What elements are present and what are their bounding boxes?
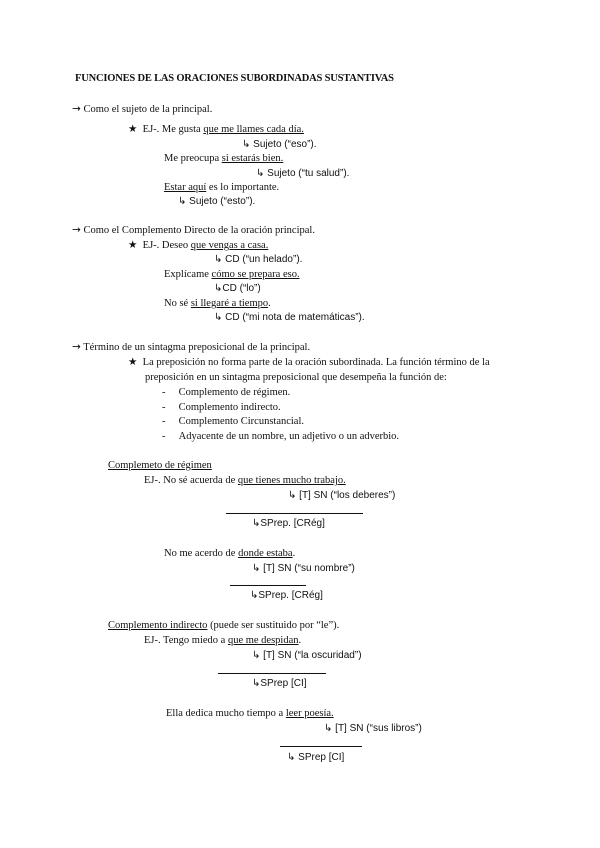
hook-arrow-icon: ↳: [242, 139, 251, 150]
page-title: FUNCIONES DE LAS ORACIONES SUBORDINADAS SUSTANTIVAS: [75, 73, 394, 84]
underlined-clause: donde estaba: [238, 548, 293, 559]
regimen-heading: Complemeto de régimen: [108, 460, 212, 471]
hook-arrow-icon: ↳: [214, 254, 223, 265]
indirecto-heading: Complemento indirecto (puede ser sustituido por “le”).: [108, 620, 340, 631]
hook-arrow-icon: ↳: [288, 490, 297, 501]
hook-arrow-icon: ↳: [214, 283, 223, 294]
annotation: ↳SPrep [CI]: [252, 678, 307, 689]
arrow-icon: →: [72, 224, 81, 236]
annotation: ↳ Sujeto (“esto”).: [178, 196, 256, 207]
section-sujeto-heading: → Como el sujeto de la principal.: [72, 103, 213, 115]
star-icon: ★: [128, 239, 138, 251]
annotation: ↳ [T] SN (“la oscuridad”): [252, 650, 362, 661]
annotation: ↳ CD (“mi nota de matemáticas”).: [214, 312, 365, 323]
list-item: - Complemento indirecto.: [162, 402, 281, 413]
hook-arrow-icon: ↳: [250, 590, 259, 601]
section-termino-heading: → Término de un sintagma preposicional de la principal.: [72, 341, 311, 353]
annotation: ↳ [T] SN (“los deberes”): [288, 490, 396, 501]
underlined-clause: que tienes mucho trabajo.: [237, 475, 346, 486]
annotation: ↳ [T] SN (“sus libros”): [324, 723, 422, 734]
divider: [280, 746, 362, 747]
example-sujeto-3: Estar aquí es lo importante.: [164, 182, 280, 193]
paragraph-line-1: ★ La preposición no forma parte de la oración subordinada. La función término de la: [128, 356, 490, 368]
arrow-icon: →: [72, 341, 81, 353]
divider: [218, 673, 326, 674]
example-indirecto-2: Ella dedica mucho tiempo a leer poesía.: [166, 708, 334, 719]
underlined-clause: que me despidan: [227, 635, 299, 646]
underlined-clause: cómo se prepara eso.: [211, 269, 300, 280]
underlined-clause: Estar aquí: [164, 182, 207, 193]
star-icon: ★: [128, 356, 138, 368]
hook-arrow-icon: ↳: [252, 650, 261, 661]
hook-arrow-icon: ↳: [252, 563, 261, 574]
hook-arrow-icon: ↳: [214, 312, 223, 323]
arrow-icon: →: [72, 103, 81, 115]
underlined-clause: leer poesía.: [285, 708, 334, 719]
divider: [226, 513, 363, 514]
annotation: ↳ Sujeto (“eso”).: [242, 139, 317, 150]
list-item: - Adyacente de un nombre, un adjetivo o un adverbio.: [162, 431, 400, 442]
underlined-clause: si llegaré a tiempo: [190, 298, 269, 309]
annotation: ↳CD (“lo”): [214, 283, 261, 294]
example-sujeto-1: ★ EJ-. Me gusta que me llames cada día.: [128, 123, 304, 135]
annotation: ↳SPrep. [CRég]: [252, 518, 325, 529]
paragraph-line-2: preposición en un sintagma preposicional que desempeña la función de:: [145, 372, 447, 383]
annotation: ↳ CD (“un helado”).: [214, 254, 303, 265]
hook-arrow-icon: ↳: [252, 678, 261, 689]
example-cd-2: Explícame cómo se prepara eso.: [164, 269, 300, 280]
star-icon: ★: [128, 123, 138, 135]
hook-arrow-icon: ↳: [252, 518, 261, 529]
example-regimen-2: No me acerdo de donde estaba.: [164, 548, 296, 559]
annotation: ↳SPrep. [CRég]: [250, 590, 323, 601]
divider: [230, 585, 306, 586]
annotation: ↳ [T] SN (“su nombre”): [252, 563, 355, 574]
example-regimen-1: EJ-. No sé acuerda de que tienes mucho trabajo.: [144, 475, 346, 486]
example-cd-3: No sé si llegaré a tiempo.: [164, 298, 271, 309]
annotation: ↳ Sujeto (“tu salud”).: [256, 168, 350, 179]
list-item: - Complemento de régimen.: [162, 387, 291, 398]
example-indirecto-1: EJ-. Tengo miedo a que me despidan.: [144, 635, 302, 646]
annotation: ↳ SPrep [CI]: [287, 752, 345, 763]
example-cd-1: ★ EJ-. Deseo que vengas a casa.: [128, 239, 269, 251]
hook-arrow-icon: ↳: [324, 723, 333, 734]
section-cd-heading: → Como el Complemento Directo de la oración principal.: [72, 224, 315, 236]
list-item: - Complemento Circunstancial.: [162, 416, 305, 427]
underlined-clause: que vengas a casa.: [190, 240, 269, 251]
example-sujeto-2: Me preocupa si estarás bien.: [164, 153, 284, 164]
hook-arrow-icon: ↳: [178, 196, 187, 207]
underlined-clause: que me llames cada día.: [203, 124, 304, 135]
hook-arrow-icon: ↳: [287, 752, 296, 763]
hook-arrow-icon: ↳: [256, 168, 265, 179]
underlined-clause: si estarás bien.: [221, 153, 284, 164]
